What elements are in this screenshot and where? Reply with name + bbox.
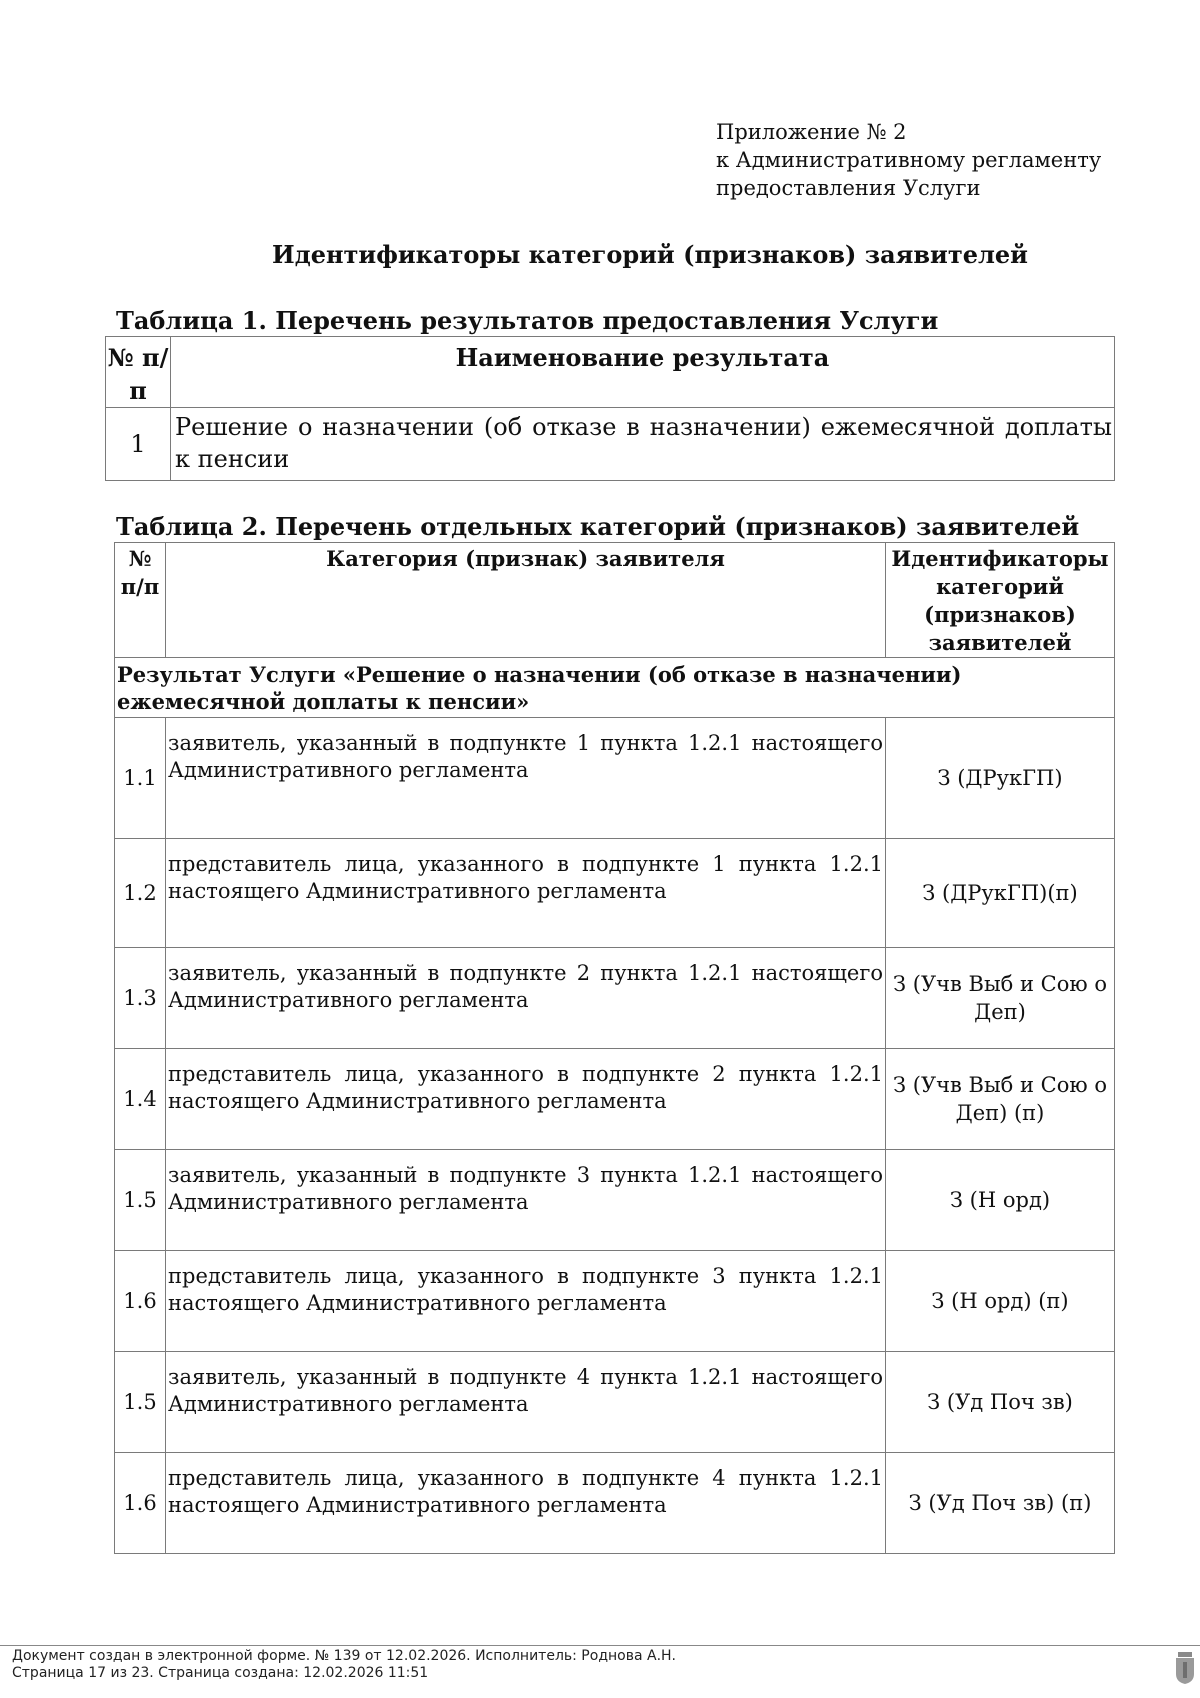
row-category: заявитель, указанный в подпункте 1 пункта 1.2.1 настоящего Административного регламента bbox=[166, 718, 886, 839]
table-row bbox=[115, 1150, 1115, 1251]
row-num: 1.5 bbox=[115, 1352, 166, 1453]
footer-line-1: Документ создан в электронной форме. № 139 от 12.02.2026. Исполнитель: Роднова А.Н. bbox=[12, 1648, 677, 1664]
appendix-line-3: предоставления Услуги bbox=[716, 176, 981, 200]
row-category: заявитель, указанный в подпункте 3 пункта 1.2.1 настоящего Административного регламента bbox=[166, 1150, 886, 1251]
row-num: 1.5 bbox=[115, 1150, 166, 1251]
appendix-note bbox=[716, 118, 1101, 202]
row-category: заявитель, указанный в подпункте 4 пункта 1.2.1 настоящего Административного регламента bbox=[166, 1352, 886, 1453]
table-row bbox=[115, 839, 1115, 948]
table-row bbox=[115, 1453, 1115, 1554]
row-identifier: З (Учв Выб и Сою о Деп) bbox=[886, 948, 1115, 1049]
row-category: заявитель, указанный в подпункте 2 пункта 1.2.1 настоящего Административного регламента bbox=[166, 948, 886, 1049]
table1-row-num: 1 bbox=[106, 408, 171, 481]
row-num: 1.4 bbox=[115, 1049, 166, 1150]
row-category: представитель лица, указанного в подпункте 2 пункта 1.2.1 настоящего Административного регламента bbox=[166, 1049, 886, 1150]
appendix-line-1: Приложение № 2 bbox=[716, 120, 907, 144]
table-row bbox=[115, 1352, 1115, 1453]
table1-header-row bbox=[106, 337, 1115, 408]
row-identifier: З (Уд Поч зв) (п) bbox=[886, 1453, 1115, 1554]
table2-header-row bbox=[115, 543, 1115, 658]
appendix-line-2: к Административному регламенту bbox=[716, 148, 1102, 172]
coat-of-arms-icon bbox=[1174, 1652, 1196, 1684]
table-row bbox=[115, 718, 1115, 839]
row-num: 1.3 bbox=[115, 948, 166, 1049]
table-row bbox=[115, 1049, 1115, 1150]
row-num: 1.1 bbox=[115, 718, 166, 839]
table2-col-num: № п/п bbox=[115, 543, 166, 658]
row-category: представитель лица, указанного в подпункте 3 пункта 1.2.1 настоящего Административного регламента bbox=[166, 1251, 886, 1352]
document-footer bbox=[12, 1648, 676, 1682]
row-identifier: З (ДРукГП) bbox=[886, 718, 1115, 839]
table1-caption: Таблица 1. Перечень результатов предоставления Услуги bbox=[116, 306, 939, 335]
row-num: 1.6 bbox=[115, 1453, 166, 1554]
row-category: представитель лица, указанного в подпункте 1 пункта 1.2.1 настоящего Административного регламента bbox=[166, 839, 886, 948]
row-identifier: З (Учв Выб и Сою о Деп) (п) bbox=[886, 1049, 1115, 1150]
footer-divider bbox=[0, 1645, 1200, 1646]
row-identifier: З (Н орд) (п) bbox=[886, 1251, 1115, 1352]
table2-col-id: Идентификаторы категорий (признаков) заявителей bbox=[886, 543, 1115, 658]
table-row bbox=[115, 1251, 1115, 1352]
table2-caption: Таблица 2. Перечень отдельных категорий (признаков) заявителей bbox=[116, 512, 1080, 541]
table-row bbox=[106, 408, 1115, 481]
categories-table bbox=[114, 542, 1115, 1554]
row-num: 1.6 bbox=[115, 1251, 166, 1352]
document-title: Идентификаторы категорий (признаков) заявителей bbox=[272, 240, 1028, 269]
row-num: 1.2 bbox=[115, 839, 166, 948]
table-row bbox=[115, 948, 1115, 1049]
row-identifier: З (Н орд) bbox=[886, 1150, 1115, 1251]
row-identifier: З (Уд Поч зв) bbox=[886, 1352, 1115, 1453]
footer-line-2: Страница 17 из 23. Страница создана: 12.02.2026 11:51 bbox=[12, 1665, 429, 1681]
table1-col-name: Наименование результата bbox=[171, 337, 1115, 408]
row-category: представитель лица, указанного в подпункте 4 пункта 1.2.1 настоящего Административного регламента bbox=[166, 1453, 886, 1554]
table1-row-name: Решение о назначении (об отказе в назначении) ежемесячной доплаты к пенсии bbox=[171, 408, 1115, 481]
row-identifier: З (ДРукГП)(п) bbox=[886, 839, 1115, 948]
result-row-text: Результат Услуги «Решение о назначении (об отказе в назначении) ежемесячной доплаты к пенсии» bbox=[115, 658, 1115, 718]
table2-col-category: Категория (признак) заявителя bbox=[166, 543, 886, 658]
table1-col-num: № п/п bbox=[106, 337, 171, 408]
table2-result-row bbox=[115, 658, 1115, 718]
results-table bbox=[105, 336, 1115, 481]
